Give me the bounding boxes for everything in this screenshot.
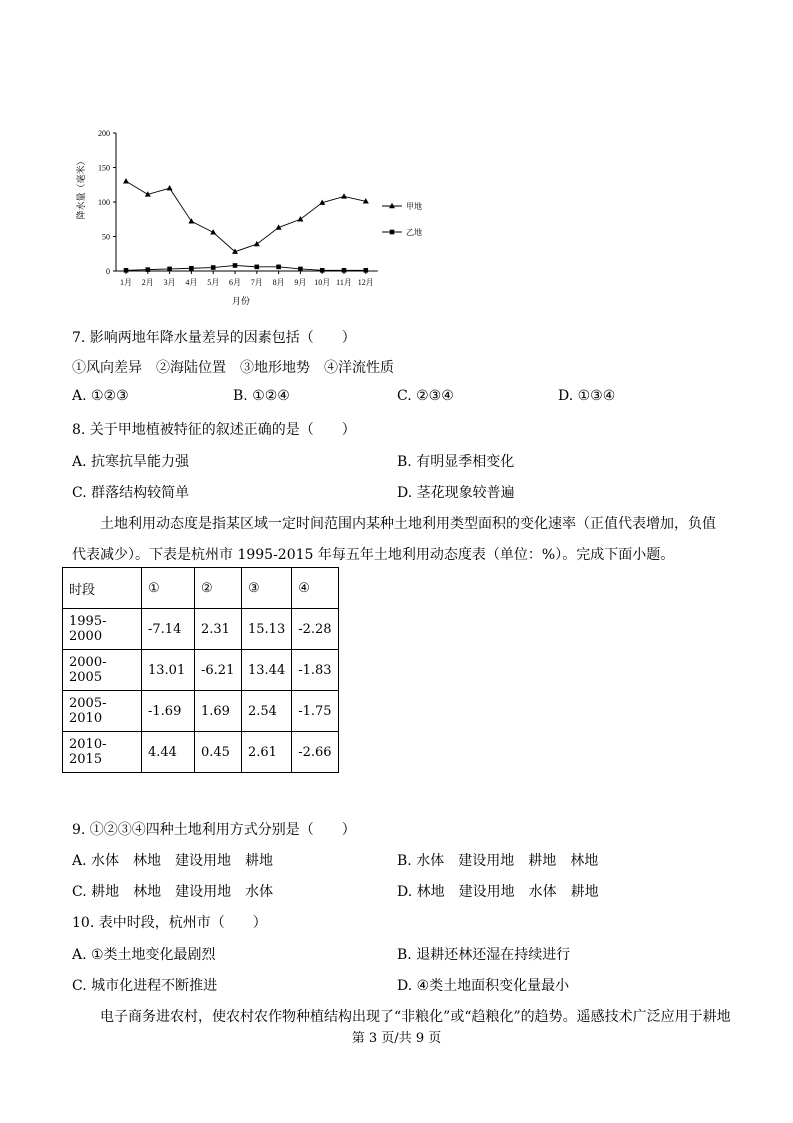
q7-items: ①风向差异 ②海陆位置 ③地形地势 ④洋流性质 xyxy=(72,360,394,376)
x-tick-label: 8月 xyxy=(272,278,285,287)
table-cell: -6.21 xyxy=(195,650,242,691)
data-point xyxy=(146,267,151,272)
data-point xyxy=(167,267,172,272)
table-cell: 1.69 xyxy=(195,691,242,732)
q7-option-b[interactable]: B. ①②④ xyxy=(233,388,290,404)
intro-line-2: 代表减少）。下表是杭州市 1995-2015 年每五年土地利用动态度表（单位：%）。完成下面小题。 xyxy=(72,547,675,563)
table-cell: 13.01 xyxy=(142,650,195,691)
data-point xyxy=(297,216,303,221)
table-row xyxy=(63,650,339,691)
table-header-cell: ③ xyxy=(242,568,292,609)
q10-option-a[interactable]: A. ①类土地变化最剧烈 xyxy=(72,947,216,963)
table-row xyxy=(63,609,339,650)
q8-option-d[interactable]: D. 茎花现象较普遍 xyxy=(397,485,515,501)
y-axis-label: 降水量（毫米） xyxy=(76,156,86,220)
x-tick-label: 5月 xyxy=(207,278,220,287)
series-line-2 xyxy=(126,265,366,270)
q9-option-d[interactable]: D. 林地 建设用地 水体 耕地 xyxy=(397,884,599,900)
legend-label: 乙地 xyxy=(406,228,422,237)
table-header-cell: ② xyxy=(195,568,242,609)
table-cell: 4.44 xyxy=(142,732,195,773)
data-point xyxy=(255,265,260,270)
y-tick-label: 50 xyxy=(102,232,110,242)
table-header-cell: ① xyxy=(142,568,195,609)
table-cell: 2.31 xyxy=(195,609,242,650)
data-point xyxy=(233,263,238,268)
precipitation-line-chart xyxy=(70,122,450,312)
data-point xyxy=(167,185,173,190)
table-cell: 2.61 xyxy=(242,732,292,773)
legend-marker xyxy=(389,203,395,208)
table-row xyxy=(63,732,339,773)
table-cell: -1.75 xyxy=(292,691,339,732)
y-tick-label: 200 xyxy=(98,129,110,138)
y-tick-label: 0 xyxy=(106,267,110,276)
y-tick-label: 150 xyxy=(98,163,110,173)
x-tick-label: 11月 xyxy=(336,278,352,287)
table-header-cell: ④ xyxy=(292,568,339,609)
chart-legend xyxy=(382,201,422,237)
q10-option-b[interactable]: B. 退耕还林还湿在持续进行 xyxy=(397,947,571,963)
next-paragraph: 电子商务进农村，使农村农作物种植结构出现了“非粮化”或“趋粮化”的趋势。遥感技术广泛应用于耕地 xyxy=(100,1009,731,1025)
data-point xyxy=(364,268,369,273)
q9-option-b[interactable]: B. 水体 建设用地 耕地 林地 xyxy=(397,853,599,869)
data-point xyxy=(276,265,281,270)
data-point xyxy=(342,268,347,273)
table-cell: -1.69 xyxy=(142,691,195,732)
table-cell: 2000-2005 xyxy=(63,650,142,691)
table-cell: 2010-2015 xyxy=(63,732,142,773)
q7-stem: 7. 影响两地年降水量差异的因素包括（ ） xyxy=(72,330,356,346)
x-tick-label: 7月 xyxy=(250,278,263,287)
x-tick-label: 1月 xyxy=(120,278,132,287)
q7-option-c[interactable]: C. ②③④ xyxy=(397,388,454,404)
chart-series xyxy=(123,178,369,273)
x-axis-label: 月份 xyxy=(231,296,251,306)
q8-option-b[interactable]: B. 有明显季相变化 xyxy=(397,454,515,470)
chart-axes xyxy=(116,133,378,271)
data-point xyxy=(210,229,216,234)
data-point xyxy=(254,241,260,246)
q9-stem: 9. ①②③④四种土地利用方式分别是（ ） xyxy=(72,822,356,838)
table-cell: 2005-2010 xyxy=(63,691,142,732)
q10-stem: 10. 表中时段，杭州市（ ） xyxy=(72,915,267,931)
legend-label: 甲地 xyxy=(406,202,422,211)
x-tick-label: 6月 xyxy=(229,278,241,287)
table-header-cell: 时段 xyxy=(63,568,142,609)
land-use-table xyxy=(62,567,339,773)
q8-option-c[interactable]: C. 群落结构较简单 xyxy=(72,485,190,501)
q10-option-c[interactable]: C. 城市化进程不断推进 xyxy=(72,978,218,994)
q9-option-a[interactable]: A. 水体 林地 建设用地 耕地 xyxy=(72,853,274,869)
table-cell: 1995-2000 xyxy=(63,609,142,650)
x-tick-label: 2月 xyxy=(141,278,154,287)
x-tick-label: 12月 xyxy=(357,278,374,287)
data-point xyxy=(124,268,129,273)
q10-option-d[interactable]: D. ④类土地面积变化量最小 xyxy=(397,978,570,994)
x-tick-label: 3月 xyxy=(163,278,176,287)
table-cell: -1.83 xyxy=(292,650,339,691)
table-cell: -7.14 xyxy=(142,609,195,650)
table-cell: 0.45 xyxy=(195,732,242,773)
table-cell: 15.13 xyxy=(242,609,292,650)
intro-line-1: 土地利用动态度是指某区域一定时间范围内某种土地利用类型面积的变化速率（正值代表增加，负值 xyxy=(100,516,716,532)
q7-option-a[interactable]: A. ①②③ xyxy=(72,388,129,404)
q8-stem: 8. 关于甲地植被特征的叙述正确的是（ ） xyxy=(72,422,356,438)
data-point xyxy=(341,193,347,198)
data-point xyxy=(298,267,303,272)
data-point xyxy=(211,265,216,270)
table-cell: -2.66 xyxy=(292,732,339,773)
x-tick-label: 4月 xyxy=(185,278,198,287)
series-line-1 xyxy=(126,181,366,251)
table-row xyxy=(63,691,339,732)
data-point xyxy=(123,178,129,183)
q7-option-d[interactable]: D. ①③④ xyxy=(558,388,616,404)
legend-marker xyxy=(390,230,395,235)
y-tick-label: 100 xyxy=(98,198,110,207)
q8-option-a[interactable]: A. 抗寒抗旱能力强 xyxy=(72,454,190,470)
x-tick-label: 10月 xyxy=(314,278,331,287)
data-point xyxy=(320,268,325,273)
table-cell: -2.28 xyxy=(292,609,339,650)
data-point xyxy=(189,266,194,271)
x-tick-label: 9月 xyxy=(294,278,307,287)
table-header-row xyxy=(63,568,339,609)
page-footer: 第 3 页/共 9 页 xyxy=(351,1031,442,1046)
q9-option-c[interactable]: C. 耕地 林地 建设用地 水体 xyxy=(72,884,274,900)
table-cell: 2.54 xyxy=(242,691,292,732)
table-cell: 13.44 xyxy=(242,650,292,691)
